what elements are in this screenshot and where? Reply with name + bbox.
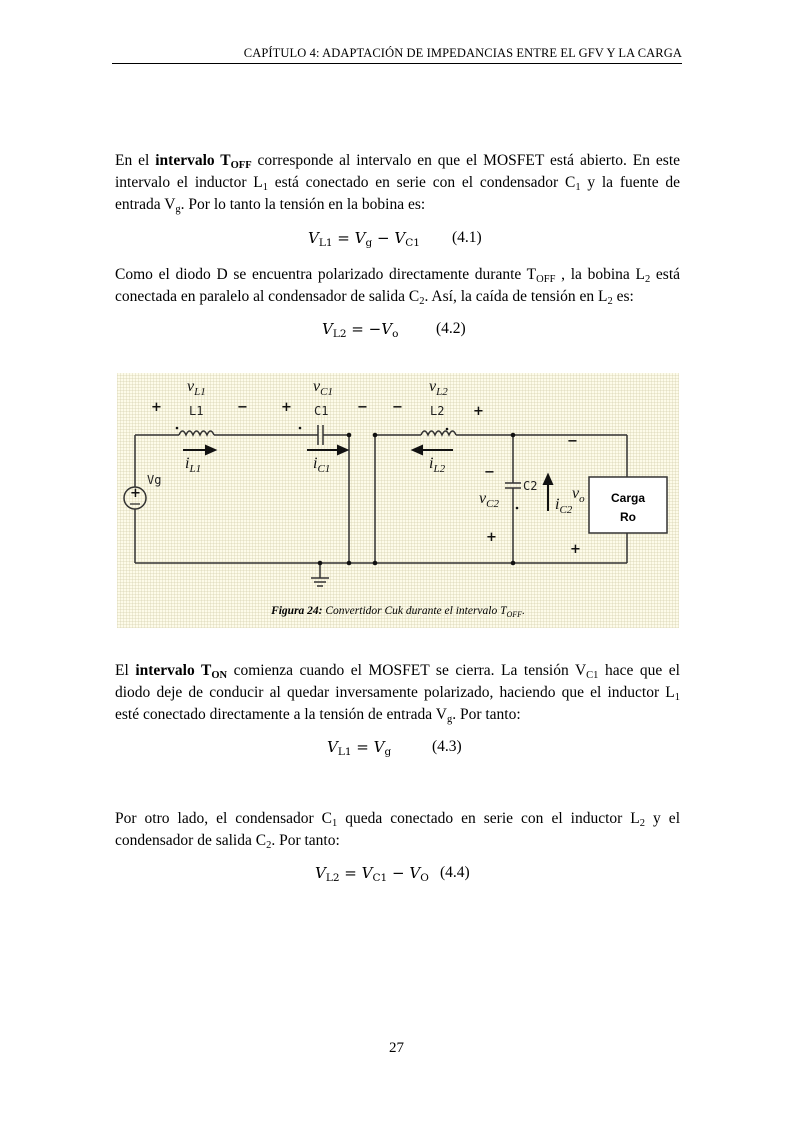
svg-text:+: + — [151, 400, 162, 415]
label-l2: L2 — [430, 404, 445, 418]
svg-text:−: − — [392, 400, 403, 415]
label-c2: C2 — [523, 479, 538, 493]
svg-text:−: − — [484, 465, 495, 480]
paragraph-2: Como el diodo D se encuentra polarizado directamente durante $T_{OFF}$ , la bobina $L_2$ está conectada en paralelo al condensador de salida $C_2$. Así, la caída de tensión en $L_2$ es: — [115, 266, 681, 307]
label-vc1: $v_{C1}$ — [313, 378, 333, 398]
equation-4-2: $V_{L2} = -V_o$ — [322, 320, 399, 340]
load-label-line1: Carga — [610, 491, 646, 505]
cuk-converter-figure — [117, 373, 679, 628]
label-vo: $v_o$ — [572, 485, 585, 505]
page-number: 27 — [389, 1040, 404, 1056]
label-l1: L1 — [189, 404, 204, 418]
label-vg: Vg — [147, 473, 162, 487]
svg-text:+: + — [281, 400, 292, 415]
equation-4-4: $V_{L2} = V_{C1} - V_O$ — [315, 864, 429, 884]
equation-4-1: $V_{L1} = V_g - V_{C1}$ — [308, 229, 420, 249]
label-il1: $i_{L1}$ — [185, 455, 202, 475]
svg-text:+: + — [570, 542, 581, 557]
paragraph-1: En el intervalo $T_{OFF}$ corresponde al intervalo en que el MOSFET está abierto. En este intervalo el inductor $L_1$ está conectado en serie con el condensador $C_1$ y la fuente de entrada $V_g$. Por lo tanto la tensión en la bobina es: — [115, 152, 681, 215]
equation-number-4-3: (4.3) — [432, 738, 462, 755]
figure-caption: Figura 24: Convertidor Cuk durante el intervalo $T_{OFF}$. — [271, 605, 525, 619]
svg-text:+: + — [486, 530, 497, 545]
svg-text:−: − — [357, 400, 368, 415]
svg-text:+: + — [130, 486, 141, 501]
label-ic1: $i_{C1}$ — [313, 455, 331, 475]
label-vc2: $v_{C2}$ — [479, 490, 499, 510]
label-vl2: $v_{L2}$ — [429, 378, 448, 398]
svg-text:+: + — [473, 404, 484, 419]
load-box — [589, 477, 667, 533]
label-vl1: $v_{L1}$ — [187, 378, 206, 398]
equation-4-3: $V_{L1} = V_g$ — [327, 738, 392, 758]
label-ic2: $i_{C2}$ — [555, 496, 573, 516]
paragraph-4: Por otro lado, el condensador $C_1$ queda conectado en serie con el inductor $L_2$ y el condensador de salida $C_2$. Por tanto: — [115, 810, 680, 851]
label-c1: C1 — [314, 404, 329, 418]
svg-text:−: − — [237, 400, 248, 415]
page-header: CAPÍTULO 4: ADAPTACIÓN DE IMPEDANCIAS ENTRE EL GFV Y LA CARGA — [243, 46, 682, 60]
header-rule — [112, 63, 682, 64]
equation-number-4-1: (4.1) — [452, 229, 482, 246]
equation-number-4-2: (4.2) — [436, 320, 466, 337]
paragraph-3: El intervalo $T_{ON}$ comienza cuando el MOSFET se cierra. La tensión $V_{C1}$ hace que el diodo deje de conducir al quedar inversamente polarizado, haciendo que el inductor $L_1$ esté conectado directamente a la tensión de entrada $V_g$. Por tanto: — [115, 662, 680, 725]
svg-text:−: − — [567, 434, 578, 449]
label-il2: $i_{L2}$ — [429, 455, 446, 475]
load-label-line2: Ro — [620, 510, 636, 524]
equation-number-4-4: (4.4) — [440, 864, 470, 881]
cuk-circuit-diagram — [117, 373, 679, 605]
